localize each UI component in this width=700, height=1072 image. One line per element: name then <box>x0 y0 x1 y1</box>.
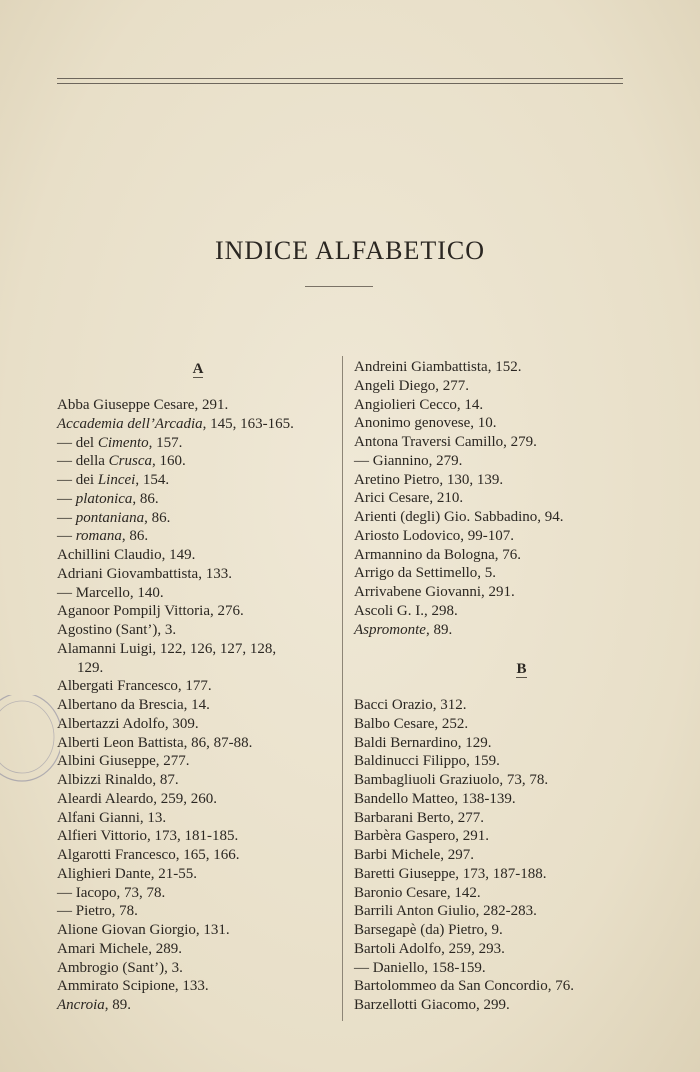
index-entry: Abba Giuseppe Cesare, 291. <box>57 397 229 413</box>
index-entry: Bandello Matteo, 138-139. <box>354 790 516 807</box>
left-column <box>57 358 339 1015</box>
index-entry: Barbarani Berto, 277. <box>354 809 484 826</box>
index-entry: — dei Lincei, 154. <box>57 472 170 488</box>
index-entry: Barzellotti Giacomo, 299. <box>354 997 510 1013</box>
index-entry: Barrili Anton Giulio, 282-283. <box>354 903 537 920</box>
index-entry: Albizzi Rinaldo, 87. <box>57 772 179 788</box>
top-rule <box>57 78 623 79</box>
index-entry: Ariosto Lodovico, 99-107. <box>354 527 514 544</box>
index-entry: Baldi Bernardino, 129. <box>354 734 492 751</box>
index-entry: Arrigo da Settimello, 5. <box>354 565 497 582</box>
index-entry: Arienti (degli) Gio. Sabbadino, 94. <box>354 509 564 525</box>
index-entry: Alfieri Vittorio, 173, 181-185. <box>57 828 239 845</box>
index-entry: Albertano da Brescia, 14. <box>57 697 210 713</box>
index-entry: Albini Giuseppe, 277. <box>57 753 190 770</box>
index-entry: Alfani Gianni, 13. <box>57 809 167 826</box>
index-entry: Alamanni Luigi, 122, 126, 127, 128, <box>57 640 277 657</box>
index-entry: Angiolieri Cecco, 14. <box>354 396 484 413</box>
index-entry: Barsegapè (da) Pietro, 9. <box>354 922 503 938</box>
library-stamp <box>0 695 60 785</box>
index-entry: Bartolommeo da San Concordio, 76. <box>354 978 574 995</box>
index-entry: Anonimo genovese, 10. <box>354 415 497 432</box>
index-entry: Bartoli Adolfo, 259, 293. <box>354 940 505 957</box>
index-entry: Albergati Francesco, 177. <box>57 678 212 695</box>
index-entry: Aspromonte, 89. <box>354 621 453 638</box>
column-divider <box>342 356 343 1021</box>
index-entry: — Iacopo, 73, 78. <box>57 884 166 901</box>
index-entry: — della Crusca, 160. <box>57 453 186 470</box>
index-entry: Ancroia, 89. <box>57 997 132 1013</box>
index-entry: Arrivabene Giovanni, 291. <box>354 584 515 600</box>
section-letter-a: A <box>192 361 204 377</box>
index-entry: Algarotti Francesco, 165, 166. <box>57 847 240 863</box>
title-rule <box>305 286 373 287</box>
index-entry: Armannino da Bologna, 76. <box>354 546 522 563</box>
index-entry: Ascoli G. I., 298. <box>354 602 458 619</box>
index-entry: Aganoor Pompilj Vittoria, 276. <box>57 603 244 620</box>
index-entry: Barbèra Gaspero, 291. <box>354 828 489 845</box>
index-entry: Adriani Giovambattista, 133. <box>57 565 232 582</box>
index-entry: Antona Traversi Camillo, 279. <box>354 434 537 450</box>
index-entry: Albertazzi Adolfo, 309. <box>57 715 199 732</box>
index-entry: — romana, 86. <box>57 528 149 545</box>
index-entry: Agostino (Sant’), 3. <box>57 622 177 638</box>
index-entry: Ammirato Scipione, 133. <box>57 978 209 995</box>
index-entry: — del Cimento, 157. <box>57 434 183 451</box>
page-title: INDICE ALFABETICO <box>214 236 485 265</box>
index-entry: — Daniello, 158-159. <box>354 959 486 976</box>
index-entry: Balbo Cesare, 252. <box>354 715 469 732</box>
index-entry: — Giannino, 279. <box>354 452 463 469</box>
right-entries-a <box>354 358 689 639</box>
right-entries-b <box>354 696 689 1015</box>
top-rule-second <box>57 83 623 84</box>
index-entry: Achillini Claudio, 149. <box>57 547 196 563</box>
right-column <box>354 358 689 1015</box>
index-entry: — pontaniana, 86. <box>57 509 171 526</box>
index-entry: Ambrogio (Sant’), 3. <box>57 959 183 976</box>
left-entries <box>57 396 339 1015</box>
index-entry: Baronio Cesare, 142. <box>354 884 481 901</box>
index-entry: Barbi Michele, 297. <box>354 847 474 863</box>
index-entry: Andreini Giambattista, 152. <box>354 359 522 375</box>
index-entry: Accademia dell’Arcadia, 145, 163-165. <box>57 415 294 432</box>
index-entry: Aretino Pietro, 130, 139. <box>354 471 504 488</box>
index-entry: 129. <box>77 659 104 676</box>
index-entry: Baldinucci Filippo, 159. <box>354 753 500 770</box>
index-entry: Baretti Giuseppe, 173, 187-188. <box>354 865 547 882</box>
index-entry: — Pietro, 78. <box>57 903 138 920</box>
index-entry: — platonica, 86. <box>57 490 159 507</box>
index-entry: Angeli Diego, 277. <box>354 377 469 394</box>
index-entry: Bacci Orazio, 312. <box>354 697 467 713</box>
index-entry: Arici Cesare, 210. <box>354 490 464 507</box>
index-entry: — Marcello, 140. <box>57 584 164 601</box>
section-letter-b: B <box>516 661 527 677</box>
index-entry: Bambagliuoli Graziuolo, 73, 78. <box>354 772 549 788</box>
index-entry: Aleardi Aleardo, 259, 260. <box>57 790 217 807</box>
index-entry: Amari Michele, 289. <box>57 940 182 957</box>
index-entry: Alione Giovan Giorgio, 131. <box>57 922 230 938</box>
index-entry: Alighieri Dante, 21-55. <box>57 865 197 882</box>
index-entry: Alberti Leon Battista, 86, 87-88. <box>57 734 253 751</box>
